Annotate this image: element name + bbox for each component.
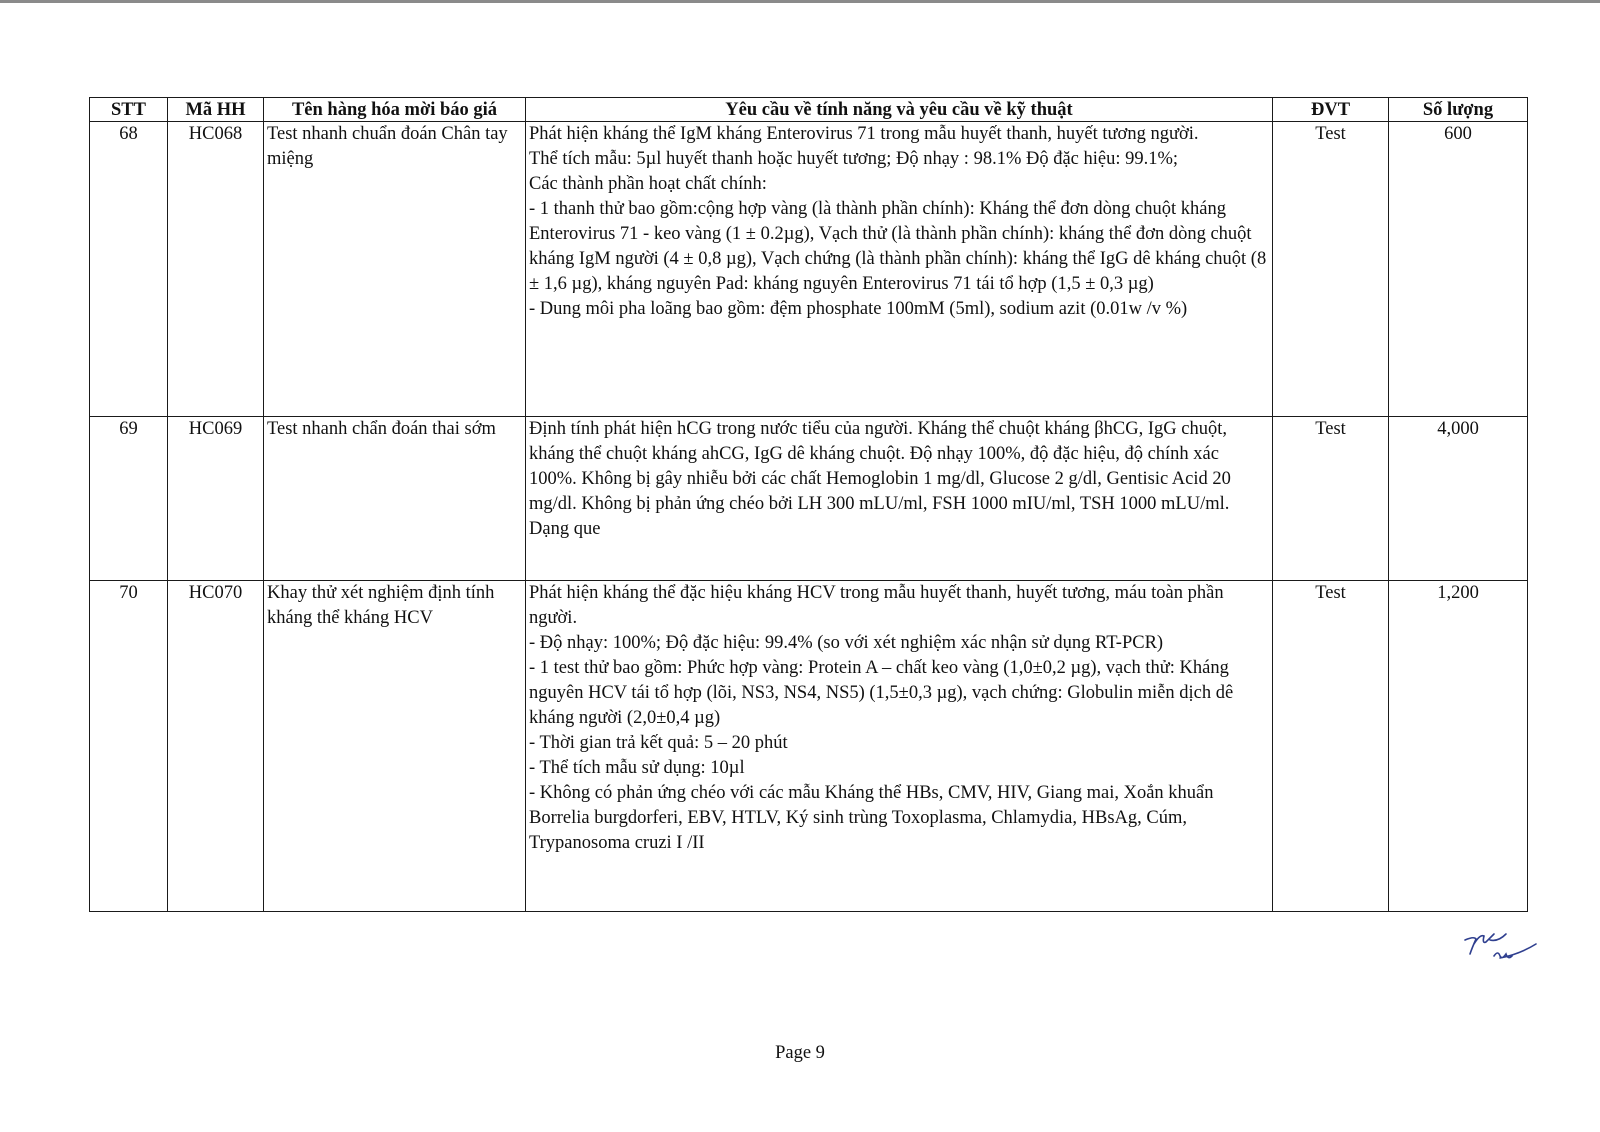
requirement-line: - Dung môi pha loãng bao gồm: đệm phosphate 100mM (5ml), sodium azit (0.01w /v %) — [529, 299, 1188, 319]
requirement-line: - Thời gian trả kết quả: 5 – 20 phút — [529, 733, 788, 753]
requirement-line: Phát hiện kháng thể đặc hiệu kháng HCV trong mẫu huyết thanh, huyết tương, máu toàn phần người. — [529, 583, 1224, 628]
row-name: Test nhanh chẩn đoán thai sớm — [264, 417, 526, 581]
row-stt: 69 — [90, 417, 168, 581]
requirement-line: Định tính phát hiện hCG trong nước tiểu của người. Kháng thể chuột kháng βhCG, IgG chuột, kháng thể chuột kháng ahCG, IgG dê kháng chuột. Độ nhạy 100%, độ đặc hiệu, độ chính xác 100%. Không bị gây nhiễu bởi các chất Hemoglobin 1 mg/dl, Glucose 2 g/dl, Gentisic Acid 20 mg/dl. Không bị phản ứng chéo bởi LH 300 mLU/ml, FSH 1000 mIU/ml, TSH 1000 mLU/ml. Dạng que — [529, 419, 1231, 539]
scan-top-edge — [0, 0, 1600, 3]
row-requirements — [526, 417, 1273, 581]
requirement-line: Các thành phần hoạt chất chính: — [529, 174, 767, 194]
handwritten-signature — [1460, 930, 1570, 980]
row-unit: Test — [1273, 581, 1389, 912]
row-code: HC069 — [168, 417, 264, 581]
header-name: Tên hàng hóa mời báo giá — [264, 98, 526, 122]
header-quantity: Số lượng — [1389, 98, 1528, 122]
header-requirements: Yêu cầu về tính năng và yêu cầu về kỹ thuật — [526, 98, 1273, 122]
table-header-row — [90, 98, 1528, 122]
header-unit: ĐVT — [1273, 98, 1389, 122]
row-quantity: 4,000 — [1389, 417, 1528, 581]
requirement-line: Phát hiện kháng thể IgM kháng Enterovirus 71 trong mẫu huyết thanh, huyết tương người. — [529, 124, 1199, 144]
table-row — [90, 122, 1528, 417]
row-quantity: 600 — [1389, 122, 1528, 417]
row-unit: Test — [1273, 122, 1389, 417]
table-row — [90, 417, 1528, 581]
requirement-line: - Không có phản ứng chéo với các mẫu Kháng thể HBs, CMV, HIV, Giang mai, Xoắn khuẩn Borrelia burgdorferi, EBV, HTLV, Ký sinh trùng Toxoplasma, Chlamydia, HBsAg, Cúm, Trypanosoma cruzi I /II — [529, 783, 1214, 853]
header-stt: STT — [90, 98, 168, 122]
row-requirements — [526, 122, 1273, 417]
row-stt: 68 — [90, 122, 168, 417]
page-number: Page 9 — [775, 1043, 825, 1063]
row-requirements — [526, 581, 1273, 912]
requirement-line: - Độ nhạy: 100%; Độ đặc hiệu: 99.4% (so với xét nghiệm xác nhận sử dụng RT-PCR) — [529, 633, 1164, 653]
requirement-line: - Thể tích mẫu sử dụng: 10µl — [529, 758, 745, 778]
quotation-table — [89, 97, 1528, 912]
row-stt: 70 — [90, 581, 168, 912]
requirement-line: - 1 thanh thử bao gồm:cộng hợp vàng (là thành phần chính): Kháng thể đơn dòng chuột kháng Enterovirus 71 - keo vàng (1 ± 0.2µg), Vạch thử (là thành phần chính): kháng thể đơn dòng chuột kháng IgM người (4 ± 0,8 µg), Vạch chứng (là thành phần chính): kháng thể IgG dê kháng chuột (8 ± 1,6 µg), kháng nguyên Pad: kháng nguyên Enterovirus 71 tái tổ hợp (1,5 ± 0,3 µg) — [529, 199, 1267, 294]
row-name: Test nhanh chuẩn đoán Chân tay miệng — [264, 122, 526, 417]
row-name: Khay thử xét nghiệm định tính kháng thể kháng HCV — [264, 581, 526, 912]
row-code: HC068 — [168, 122, 264, 417]
table-row — [90, 581, 1528, 912]
requirement-line: Thể tích mẫu: 5µl huyết thanh hoặc huyết tương; Độ nhạy : 98.1% Độ đặc hiệu: 99.1%; — [529, 149, 1179, 169]
requirement-line: - 1 test thử bao gồm: Phức hợp vàng: Protein A – chất keo vàng (1,0±0,2 µg), vạch thử: Kháng nguyên HCV tái tổ hợp (lõi, NS3, NS4, NS5) (1,5±0,3 µg), vạch chứng: Globulin miễn dịch dê kháng người (2,0±0,4 µg) — [529, 658, 1234, 728]
row-code: HC070 — [168, 581, 264, 912]
row-quantity: 1,200 — [1389, 581, 1528, 912]
row-unit: Test — [1273, 417, 1389, 581]
header-code: Mã HH — [168, 98, 264, 122]
